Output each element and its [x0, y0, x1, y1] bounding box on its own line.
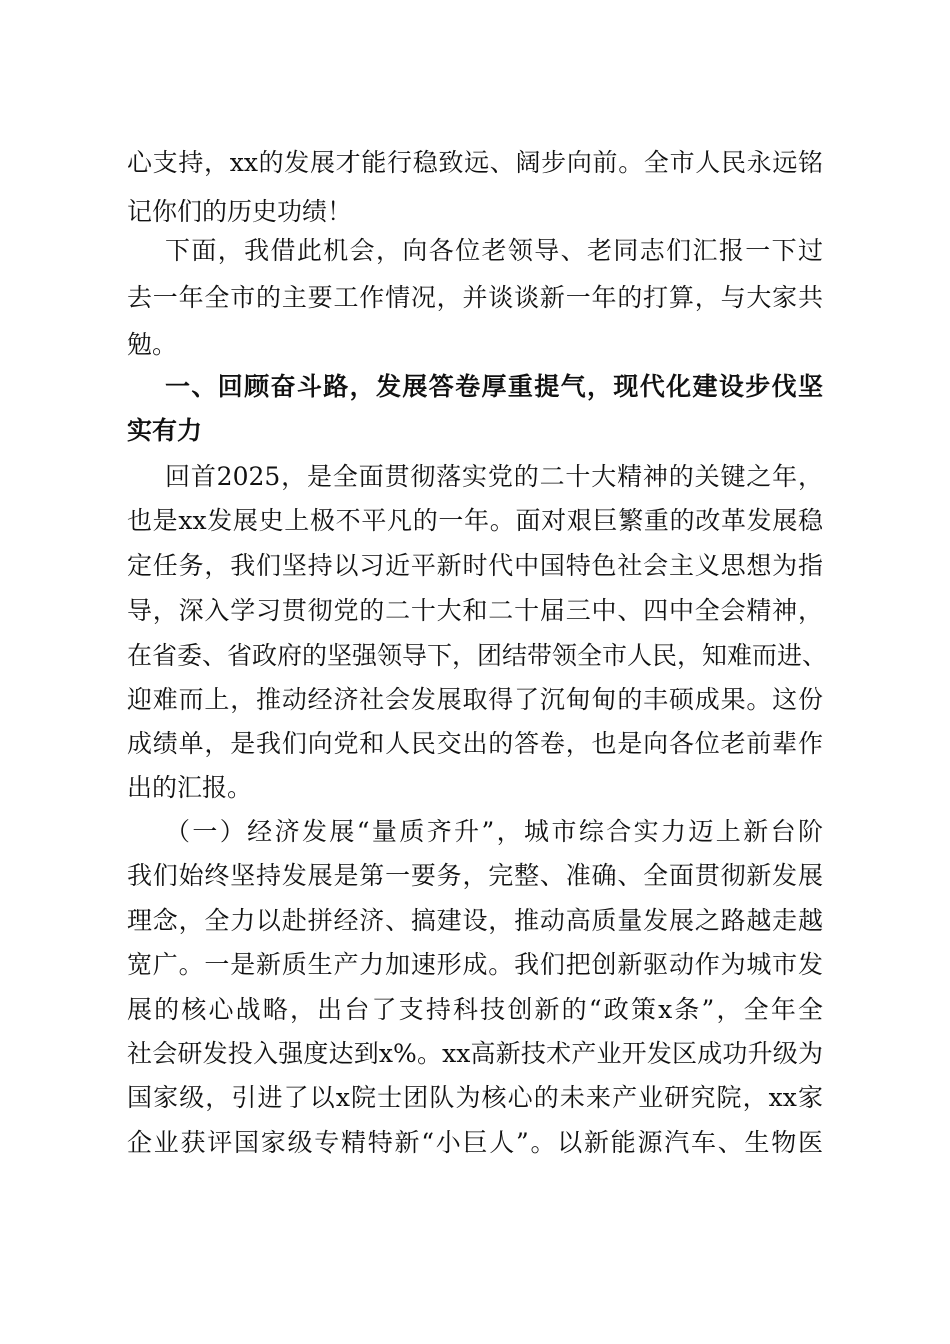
text-line: 成绩单，是我们向党和人民交出的答卷，也是向各位老前辈作 — [127, 729, 823, 758]
text-line: 心支持，xx的发展才能行稳致远、阔步向前。全市人民永远铭 — [127, 148, 823, 177]
subsection-heading: （一）经济发展“量质齐升”，城市综合实力迈上新台阶 — [165, 817, 823, 846]
section-heading: 实有力 — [127, 416, 203, 445]
text-line: 企业获评国家级专精特新“小巨人”。以新能源汽车、生物医 — [127, 1128, 823, 1157]
text-line: 下面，我借此机会，向各位老领导、老同志们汇报一下过 — [165, 236, 823, 265]
text-line: 记你们的历史功绩！ — [127, 197, 353, 226]
text-line: 展的核心战略，出台了支持科技创新的“政策x条”，全年全 — [127, 995, 823, 1024]
text-line: 也是xx发展史上极不平凡的一年。面对艰巨繁重的改革发展稳 — [127, 506, 823, 535]
text-line: 我们始终坚持发展是第一要务，完整、准确、全面贯彻新发展 — [127, 861, 823, 890]
text-line: 社会研发投入强度达到x%。xx高新技术产业开发区成功升级为 — [127, 1039, 823, 1068]
text-line: 国家级，引进了以x院士团队为核心的未来产业研究院，xx家 — [127, 1083, 823, 1112]
text-line: 回首2025，是全面贯彻落实党的二十大精神的关键之年， — [165, 462, 823, 491]
text-line: 导，深入学习贯彻党的二十大和二十届三中、四中全会精神， — [127, 596, 823, 625]
text-line: 理念，全力以赴拼经济、搞建设，推动高质量发展之路越走越 — [127, 906, 823, 935]
text-line: 在省委、省政府的坚强领导下，团结带领全市人民，知难而进、 — [127, 641, 828, 670]
text-line: 出的汇报。 — [127, 773, 253, 802]
text-line: 去一年全市的主要工作情况，并谈谈新一年的打算，与大家共 — [127, 283, 823, 312]
text-line: 宽广。一是新质生产力加速形成。我们把创新驱动作为城市发 — [127, 950, 823, 979]
text-line: 迎难而上，推动经济社会发展取得了沉甸甸的丰硕成果。这份 — [127, 685, 823, 714]
section-heading: 一、回顾奋斗路，发展答卷厚重提气，现代化建设步伐坚 — [165, 372, 823, 401]
text-line: 勉。 — [127, 330, 178, 359]
text-line: 定任务，我们坚持以习近平新时代中国特色社会主义思想为指 — [127, 551, 823, 580]
